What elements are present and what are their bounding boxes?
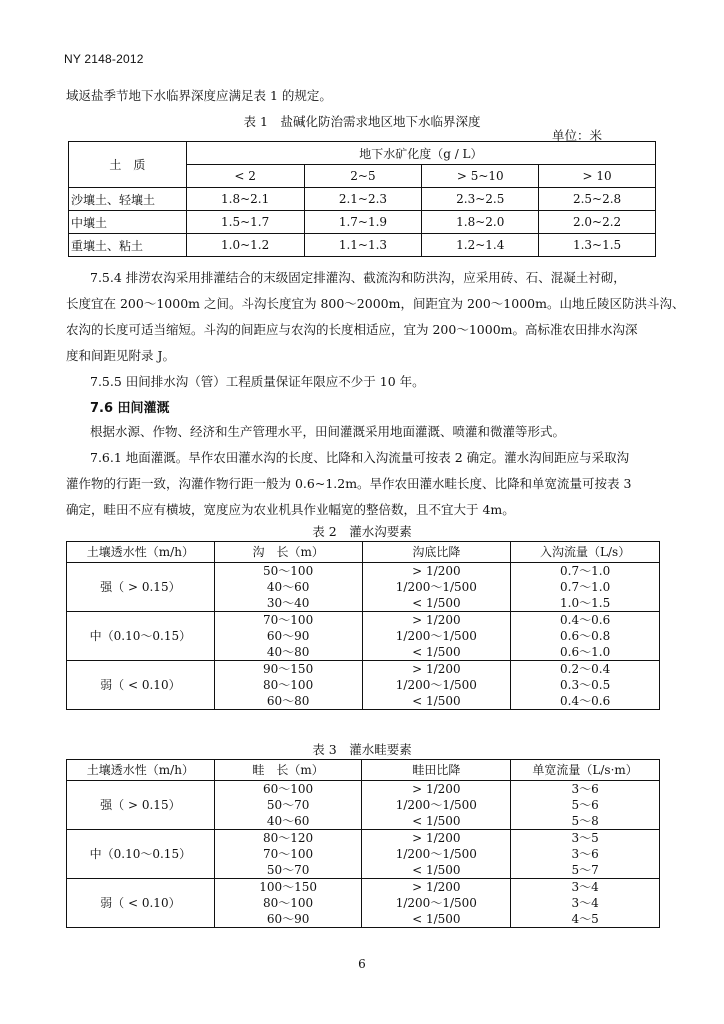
soil-permeability-cell: 中（0.10～0.15） (67, 830, 215, 879)
standard-code: NY 2148-2012 (64, 52, 144, 66)
soil-cell: 中壤土 (69, 211, 187, 234)
slope-cell: < 1/500 (362, 911, 511, 928)
flow-cell: 3～6 (511, 781, 660, 798)
para-7-5-4-line-2: 长度宜在 200～1000m 之间。斗沟长度宜为 800～2000m，间距宜为 200～1000m。山地丘陵区防洪斗沟、 (66, 296, 685, 311)
para-7-5-4-line-4: 度和间距见附录 J。 (66, 348, 175, 363)
slope-cell: > 1/200 (362, 563, 511, 580)
slope-cell: < 1/500 (362, 693, 511, 710)
length-cell: 100～150 (214, 879, 362, 896)
value-cell: 1.7~1.9 (304, 211, 422, 234)
length-cell: 50～100 (214, 563, 362, 580)
column-header: 土壤透水性（m/h） (67, 542, 215, 563)
slope-cell: 1/200～1/500 (362, 797, 511, 813)
value-cell: 1.0~1.2 (186, 234, 304, 257)
length-cell: 50～70 (214, 797, 362, 813)
table2-caption: 表 2 灌水沟要素 (312, 524, 412, 539)
flow-cell: 0.6～1.0 (511, 644, 660, 661)
slope-cell: < 1/500 (362, 862, 511, 879)
column-header: 沟底比降 (362, 542, 511, 563)
flow-cell: 3～4 (511, 879, 660, 896)
length-cell: 30～40 (214, 595, 362, 612)
table-row (69, 188, 656, 211)
table1 (68, 141, 656, 257)
value-cell: 2.5~2.8 (539, 188, 656, 211)
soil-permeability-cell: 弱（ < 0.10） (67, 879, 215, 928)
page-number: 6 (358, 957, 366, 971)
section-heading-7-6: 7.6 田间灌溉 (90, 401, 170, 416)
value-cell: 1.1~1.3 (304, 234, 422, 257)
slope-cell: > 1/200 (362, 879, 511, 896)
flow-cell: 3～4 (511, 895, 660, 911)
soil-cell: 沙壤土、轻壤土 (69, 188, 187, 211)
table1-caption: 表 1 盐碱化防治需求地区地下水临界深度 (243, 114, 481, 129)
para-7-5-5: 7.5.5 田间排水沟（管）工程质量保证年限应不少于 10 年。 (90, 374, 425, 389)
slope-cell: > 1/200 (362, 612, 511, 629)
value-cell: 1.8~2.0 (422, 211, 539, 234)
flow-cell: 5～6 (511, 797, 660, 813)
column-header: < 2 (186, 165, 304, 188)
table-row (67, 781, 660, 798)
value-cell: 2.3~2.5 (422, 188, 539, 211)
para-7-5-4-line-1: 7.5.4 排涝农沟采用排灌结合的末级固定排灌沟、截流沟和防洪沟，应采用砖、石、混凝土衬砌， (90, 270, 626, 285)
length-cell: 60～90 (214, 628, 362, 644)
length-cell: 50～70 (214, 862, 362, 879)
para-7-6-1-line-2: 灌作物的行距一致，沟灌作物行距一般为 0.6~1.2m。旱作农田灌水畦长度、比降和单宽流量可按表 3 (66, 476, 632, 491)
flow-cell: 5～8 (511, 813, 660, 830)
slope-cell: 1/200～1/500 (362, 628, 511, 644)
value-cell: 1.2~1.4 (422, 234, 539, 257)
length-cell: 80～100 (214, 895, 362, 911)
table-row (67, 830, 660, 847)
length-cell: 60～80 (214, 693, 362, 710)
flow-cell: 1.0～1.5 (511, 595, 660, 612)
table1-unit: 单位：米 (552, 128, 603, 143)
slope-cell: < 1/500 (362, 595, 511, 612)
column-header: > 10 (539, 165, 656, 188)
slope-cell: 1/200～1/500 (362, 579, 511, 595)
column-header: 畦田比降 (362, 760, 511, 781)
value-cell: 1.8~2.1 (186, 188, 304, 211)
para-7-6: 根据水源、作物、经济和生产管理水平，田间灌溉采用地面灌溉、喷灌和微灌等形式。 (90, 424, 566, 439)
table-row (67, 661, 660, 678)
slope-cell: < 1/500 (362, 644, 511, 661)
table-row (69, 234, 656, 257)
slope-cell: > 1/200 (362, 781, 511, 798)
para-7-5-4-line-3: 农沟的长度可适当缩短。斗沟的间距应与农沟的长度相适应，宜为 200～1000m。高标准农田排水沟深 (66, 322, 638, 337)
length-cell: 90～150 (214, 661, 362, 678)
flow-cell: 0.4～0.6 (511, 693, 660, 710)
length-cell: 80～100 (214, 677, 362, 693)
table3 (66, 759, 660, 928)
flow-cell: 3～6 (511, 846, 660, 862)
soil-permeability-cell: 强（ > 0.15） (67, 781, 215, 830)
table3-caption: 表 3 灌水畦要素 (312, 742, 412, 757)
flow-cell: 0.3～0.5 (511, 677, 660, 693)
flow-cell: 0.7～1.0 (511, 563, 660, 580)
slope-cell: 1/200～1/500 (362, 677, 511, 693)
soil-cell: 重壤土、粘土 (69, 234, 187, 257)
flow-cell: 5～7 (511, 862, 660, 879)
soil-header: 土 质 (69, 142, 187, 188)
intro-line: 域返盐季节地下水临界深度应满足表 1 的规定。 (66, 88, 332, 103)
soil-permeability-cell: 强（ > 0.15） (67, 563, 215, 612)
length-cell: 70～100 (214, 846, 362, 862)
para-7-6-1-line-1: 7.6.1 地面灌溉。旱作农田灌水沟的长度、比降和入沟流量可按表 2 确定。灌水沟间距应与采取沟 (90, 450, 630, 465)
value-cell: 1.5~1.7 (186, 211, 304, 234)
table2 (66, 541, 660, 710)
mineralization-header: 地下水矿化度（g / L） (186, 142, 655, 165)
column-header: 单宽流量（L/s·m） (511, 760, 660, 781)
flow-cell: 4～5 (511, 911, 660, 928)
length-cell: 40～60 (214, 813, 362, 830)
flow-cell: 0.4～0.6 (511, 612, 660, 629)
column-header: > 5~10 (422, 165, 539, 188)
table-row (67, 563, 660, 580)
soil-permeability-cell: 中（0.10～0.15） (67, 612, 215, 661)
para-7-6-1-line-3: 确定，畦田不应有横坡，宽度应为农业机具作业幅宽的整倍数，且不宜大于 4m。 (66, 502, 515, 517)
slope-cell: < 1/500 (362, 813, 511, 830)
value-cell: 2.0~2.2 (539, 211, 656, 234)
flow-cell: 0.2～0.4 (511, 661, 660, 678)
length-cell: 70～100 (214, 612, 362, 629)
flow-cell: 0.7～1.0 (511, 579, 660, 595)
flow-cell: 0.6～0.8 (511, 628, 660, 644)
length-cell: 60～90 (214, 911, 362, 928)
length-cell: 80～120 (214, 830, 362, 847)
column-header: 畦 长（m） (214, 760, 362, 781)
column-header: 2~5 (304, 165, 422, 188)
column-header: 沟 长（m） (214, 542, 362, 563)
table-row (67, 612, 660, 629)
value-cell: 1.3~1.5 (539, 234, 656, 257)
length-cell: 40～60 (214, 579, 362, 595)
flow-cell: 3～5 (511, 830, 660, 847)
slope-cell: > 1/200 (362, 830, 511, 847)
length-cell: 40～80 (214, 644, 362, 661)
table-row (67, 879, 660, 896)
table-row (69, 211, 656, 234)
column-header: 土壤透水性（m/h） (67, 760, 215, 781)
slope-cell: 1/200～1/500 (362, 846, 511, 862)
length-cell: 60～100 (214, 781, 362, 798)
slope-cell: 1/200～1/500 (362, 895, 511, 911)
soil-permeability-cell: 弱（ < 0.10） (67, 661, 215, 710)
value-cell: 2.1~2.3 (304, 188, 422, 211)
slope-cell: > 1/200 (362, 661, 511, 678)
column-header: 入沟流量（L/s） (511, 542, 660, 563)
